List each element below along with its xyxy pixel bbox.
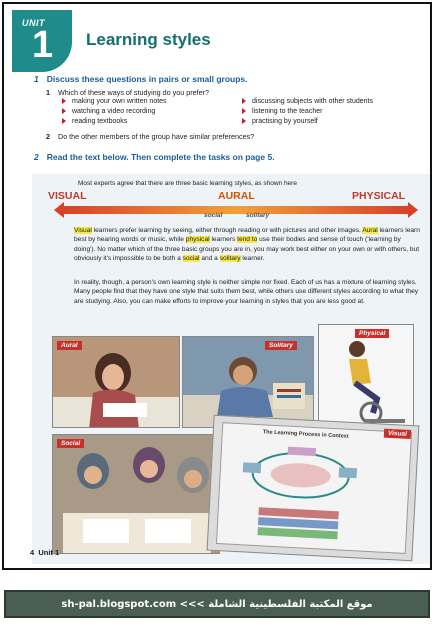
footer-unit: Unit 1 <box>38 548 60 557</box>
highlight-physical: physical <box>185 236 210 244</box>
style-aural-label: AURAL <box>218 190 255 202</box>
solitary-illustration <box>183 337 314 428</box>
paragraph-text: and a <box>199 255 220 263</box>
paragraph-text: learner. <box>240 255 265 263</box>
highlight-tend-to: tend to <box>237 236 258 244</box>
page-number: 4 <box>30 548 35 557</box>
diagram-title: The Learning Process in Context <box>262 429 349 440</box>
bullet-icon <box>62 98 66 104</box>
section1-text: Discuss these questions in pairs or small groups. <box>46 74 248 84</box>
textbook-page <box>2 2 432 570</box>
reading-paragraph-2: In reality, though, a person's own learning style is neither simple nor fixed. Each of us has a mixture of learning styles. Many people find that they have one style that suits them best, while others use different styles according to what they are studying. Also, you can make efforts to improve your learning in styles that you are less good at. <box>74 279 419 305</box>
physical-image <box>318 324 414 426</box>
paragraph-text: learners prefer learning by seeing, either through reading or with pictures and other images. <box>91 227 363 234</box>
question-1 <box>46 88 209 97</box>
highlight-visual: Visual <box>74 227 92 234</box>
aural-illustration <box>53 337 180 428</box>
section2-number: 2 <box>34 152 39 162</box>
option-right-1 <box>242 98 373 105</box>
diagram-sheet <box>216 422 412 554</box>
option-right-3 <box>242 118 318 125</box>
option-label: listening to the teacher <box>252 108 323 115</box>
question-2 <box>46 132 254 141</box>
bullet-icon <box>242 98 246 104</box>
option-label: making your own written notes <box>72 98 167 105</box>
paragraph-text: learners <box>209 236 238 244</box>
bullet-icon <box>62 118 66 124</box>
reading-intro: Most experts agree that there are three basic learning styles, as shown here <box>78 180 297 187</box>
question-2-number: 2 <box>46 132 50 141</box>
spectrum-social-label: social <box>204 212 223 219</box>
solitary-label: Solitary <box>265 341 297 350</box>
option-label: watching a video recording <box>72 108 156 115</box>
option-label: reading textbooks <box>72 118 128 125</box>
style-visual-label: VISUAL <box>48 190 87 202</box>
social-image <box>52 434 220 554</box>
bullet-icon <box>242 118 246 124</box>
question-1-number: 1 <box>46 88 50 97</box>
option-left-2 <box>62 108 155 115</box>
diagram-graphic <box>217 423 413 555</box>
option-left-3 <box>62 118 127 125</box>
website-banner <box>4 590 430 618</box>
option-label: practising by yourself <box>252 118 318 125</box>
highlight-solitary: solitary <box>219 255 241 263</box>
visual-image <box>207 415 420 562</box>
learning-style-spectrum <box>62 206 410 214</box>
aural-label: Aural <box>57 341 82 350</box>
bullet-icon <box>242 108 246 114</box>
physical-illustration <box>319 325 414 426</box>
option-right-2 <box>242 108 322 115</box>
unit-badge <box>12 10 72 72</box>
paragraph-text: learners learn best by hearing words or music, while <box>74 227 420 244</box>
highlight-social: social <box>182 255 200 263</box>
highlight-aural: Aural <box>362 227 378 234</box>
physical-label: Physical <box>355 329 389 338</box>
option-left-1 <box>62 98 167 105</box>
aural-image <box>52 336 180 428</box>
section1-number: 1 <box>34 74 39 84</box>
question-1-text: Which of these ways of studying do you prefer? <box>58 88 210 97</box>
unit-number: 1 <box>32 24 54 66</box>
social-label: Social <box>57 439 84 448</box>
reading-paragraph-1 <box>74 226 420 264</box>
style-physical-label: PHYSICAL <box>352 190 406 202</box>
solitary-image <box>182 336 314 428</box>
section2-text: Read the text below. Then complete the tasks on page 5. <box>46 152 275 162</box>
visual-label: Visual <box>384 429 411 439</box>
section2-heading <box>34 152 275 162</box>
reading-panel <box>32 174 432 564</box>
arrow-right-icon <box>408 202 418 218</box>
question-2-text: Do the other members of the group have similar preferences? <box>58 132 255 141</box>
bullet-icon <box>62 108 66 114</box>
unit-word: UNIT <box>22 18 45 28</box>
option-label: discussing subjects with other students <box>252 98 374 105</box>
section1-heading <box>34 74 248 84</box>
page-footer <box>30 548 59 557</box>
banner-text: sh-pal.blogspot.com <<< موقع المكتبة الفلسطينية الشاملة <box>61 598 373 610</box>
spectrum-solitary-label: solitary <box>246 212 270 219</box>
paragraph-text: use their bodies and sense of touch ('learning by doing'). No matter which of the three basic groups you are in, you may work best either on your own or with others, but obviously it's impossible to be both a <box>74 236 420 263</box>
social-illustration <box>53 435 220 554</box>
unit-title: Learning styles <box>86 30 211 49</box>
